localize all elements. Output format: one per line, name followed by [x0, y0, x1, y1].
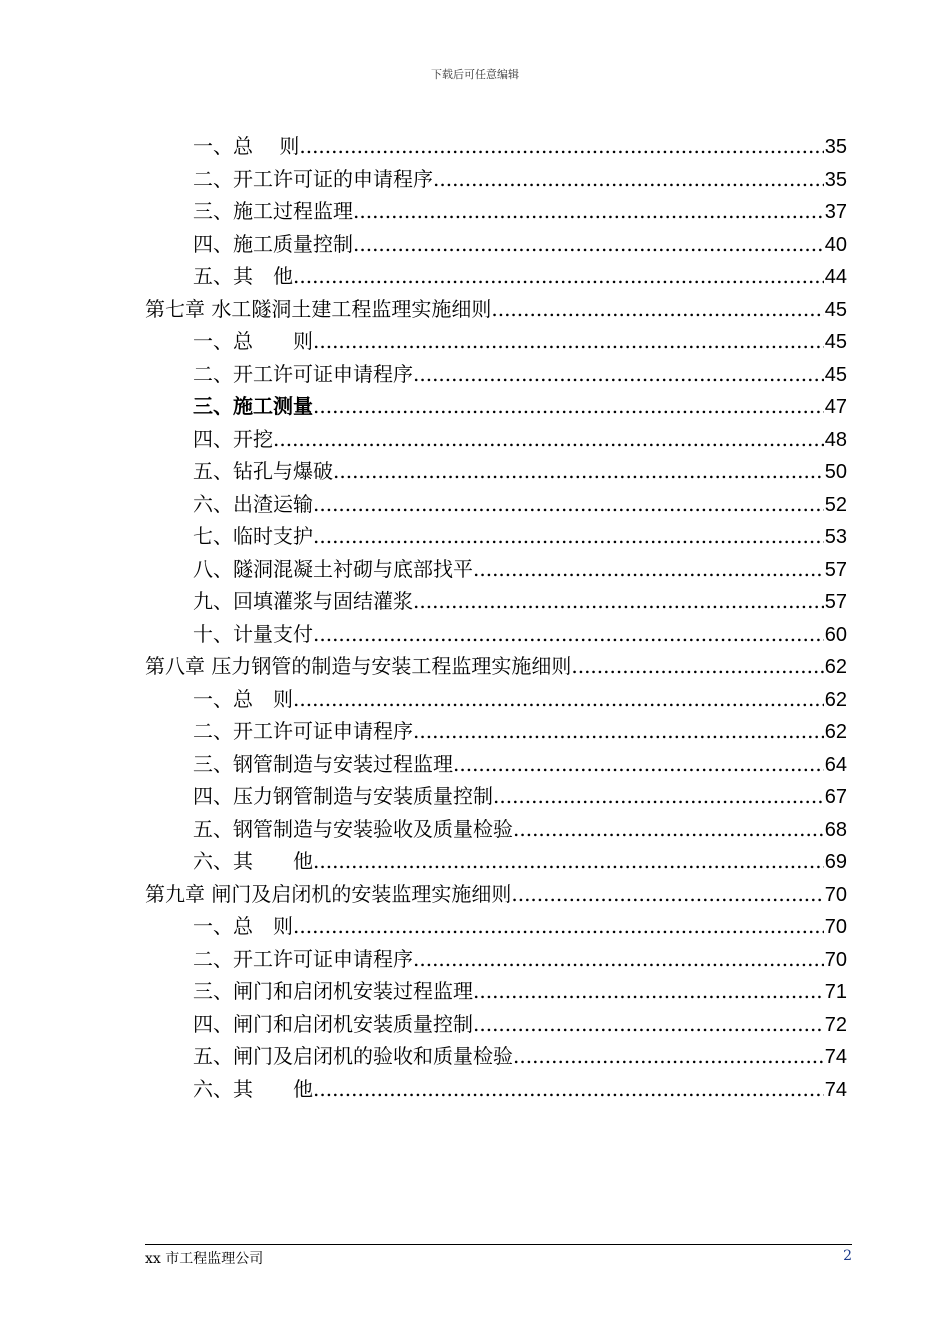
toc-dot-leader: [313, 325, 824, 358]
toc-entry-title: 七、临时支护: [193, 524, 313, 548]
toc-entry-page: 70: [824, 948, 847, 971]
toc-entry-title: 十、计量支付: [193, 621, 313, 646]
toc-entry-title: 五、钻孔与爆破: [193, 459, 333, 483]
toc-section-entry[interactable]: [145, 260, 847, 293]
toc-dot-leader: [299, 130, 823, 163]
toc-dot-leader: [313, 520, 824, 553]
toc-dot-leader: [473, 1008, 824, 1041]
toc-entry-title: 第九章 闸门及启闭机的安装监理实施细则: [145, 881, 512, 906]
toc-entry-title: 二、开工许可证申请程序: [193, 361, 413, 386]
toc-entry-title: 一、总 则: [193, 134, 300, 158]
toc-dot-leader: [473, 975, 824, 1008]
toc-dot-leader: [293, 683, 824, 716]
toc-section-entry[interactable]: [145, 553, 847, 586]
toc-entry-page: 53: [824, 526, 847, 548]
toc-entry-page: 68: [824, 818, 847, 841]
toc-dot-leader: [293, 260, 824, 293]
toc-section-entry[interactable]: [145, 715, 847, 748]
toc-entry-page: 62: [824, 721, 847, 743]
toc-entry-page: 47: [824, 396, 847, 418]
toc-entry-title: 五、钢管制造与安装验收及质量检验: [193, 816, 513, 841]
toc-entry-page: 67: [824, 786, 847, 808]
toc-entry-title: 四、闸门和启闭机安装质量控制: [193, 1011, 473, 1036]
toc-dot-leader: [513, 1040, 824, 1073]
toc-entry-title: 六、出渣运输: [193, 491, 313, 516]
toc-entry-title: 九、回填灌浆与固结灌浆: [193, 589, 413, 613]
toc-dot-leader: [511, 878, 823, 911]
toc-dot-leader: [493, 780, 824, 813]
toc-section-entry[interactable]: [145, 195, 847, 228]
toc-entry-page: 37: [824, 201, 847, 223]
toc-dot-leader: [313, 845, 824, 878]
toc-entry-page: 35: [824, 136, 847, 158]
toc-entry-title: 五、闸门及启闭机的验收和质量检验: [193, 1044, 513, 1068]
toc-entry-page: 74: [824, 1078, 847, 1101]
toc-section-entry[interactable]: [145, 423, 847, 456]
toc-entry-page: 57: [824, 558, 847, 581]
toc-entry-page: 72: [824, 1013, 847, 1036]
toc-dot-leader: [273, 423, 824, 456]
toc-entry-title: 六、其 他: [193, 1076, 313, 1101]
toc-section-entry[interactable]: [145, 910, 847, 943]
toc-dot-leader: [413, 943, 824, 976]
toc-entry-page: 45: [824, 363, 847, 386]
toc-dot-leader: [353, 195, 824, 228]
toc-dot-leader: [313, 488, 824, 521]
toc-section-entry[interactable]: [145, 618, 847, 651]
toc-dot-leader: [333, 455, 824, 488]
toc-entry-page: 70: [824, 916, 847, 938]
toc-dot-leader: [413, 358, 824, 391]
toc-section-entry[interactable]: [145, 163, 847, 196]
toc-section-entry[interactable]: [145, 845, 847, 878]
toc-entry-title: 一、总 则: [193, 914, 293, 938]
toc-entry-title: 二、开工许可证申请程序: [193, 719, 413, 743]
toc-section-entry[interactable]: [145, 1040, 847, 1073]
toc-dot-leader: [433, 163, 824, 196]
toc-entry-title: 六、其 他: [193, 849, 313, 873]
toc-section-entry[interactable]: [145, 228, 847, 261]
toc-dot-leader: [313, 1073, 824, 1106]
toc-entry-page: 70: [824, 883, 847, 906]
toc-entry-title: 二、开工许可证申请程序: [193, 946, 413, 971]
toc-chapter-entry[interactable]: [145, 650, 847, 683]
toc-entry-title: 二、开工许可证的申请程序: [193, 166, 433, 191]
toc-section-entry[interactable]: [145, 813, 847, 846]
toc-entry-title: 第七章 水工隧洞土建工程监理实施细则: [145, 296, 492, 321]
footer-page-number: 2: [843, 1248, 852, 1264]
footer-company: xx 市工程监理公司: [145, 1251, 264, 1267]
toc-entry-page: 45: [824, 298, 847, 321]
toc-entry-page: 50: [824, 461, 847, 483]
toc-entry-page: 35: [824, 168, 847, 191]
toc-section-entry[interactable]: [145, 1008, 847, 1041]
toc-dot-leader: [313, 390, 824, 423]
toc-entry-page: 60: [824, 623, 847, 646]
toc-dot-leader: [293, 910, 824, 943]
toc-section-entry[interactable]: [145, 520, 847, 553]
toc-chapter-entry[interactable]: [145, 878, 847, 911]
toc-entry-page: 64: [824, 753, 847, 776]
toc-entry-page: 62: [824, 656, 847, 678]
toc-dot-leader: [413, 585, 824, 618]
toc-entry-page: 74: [824, 1046, 847, 1068]
toc-entry-title: 三、施工测量: [193, 394, 313, 418]
toc-entry-title: 一、总 则: [193, 686, 293, 711]
toc-dot-leader: [453, 748, 824, 781]
toc-entry-page: 44: [824, 266, 847, 288]
toc-dot-leader: [313, 618, 824, 651]
toc-section-entry[interactable]: [145, 943, 847, 976]
toc-section-entry[interactable]: [145, 358, 847, 391]
table-of-contents: [145, 130, 847, 1105]
toc-dot-leader: [513, 813, 824, 846]
toc-section-entry[interactable]: [145, 130, 847, 163]
header-note: 下载后可任意编辑: [431, 68, 519, 81]
toc-section-entry[interactable]: [145, 780, 847, 813]
footer-divider: [145, 1244, 852, 1245]
toc-section-entry[interactable]: [145, 390, 847, 423]
toc-dot-leader: [473, 553, 824, 586]
toc-entry-title: 四、开挖: [193, 426, 273, 451]
toc-section-entry[interactable]: [145, 455, 847, 488]
toc-entry-page: 71: [824, 981, 847, 1003]
toc-dot-leader: [571, 650, 823, 683]
toc-entry-page: 62: [824, 688, 847, 711]
toc-entry-title: 一、总 则: [193, 329, 313, 353]
toc-section-entry[interactable]: [145, 325, 847, 358]
toc-entry-page: 52: [824, 493, 847, 516]
toc-entry-title: 八、隧洞混凝土衬砌与底部找平: [193, 556, 473, 581]
toc-entry-page: 69: [824, 851, 847, 873]
toc-chapter-entry[interactable]: [145, 293, 847, 326]
toc-section-entry[interactable]: [145, 683, 847, 716]
toc-section-entry[interactable]: [145, 1073, 847, 1106]
toc-entry-title: 五、其 他: [193, 264, 293, 288]
toc-section-entry[interactable]: [145, 748, 847, 781]
toc-entry-title: 三、钢管制造与安装过程监理: [193, 751, 453, 776]
toc-dot-leader: [413, 715, 824, 748]
toc-section-entry[interactable]: [145, 585, 847, 618]
toc-entry-title: 四、施工质量控制: [193, 231, 353, 256]
toc-dot-leader: [353, 228, 824, 261]
toc-entry-title: 四、压力钢管制造与安装质量控制: [193, 784, 493, 808]
toc-section-entry[interactable]: [145, 488, 847, 521]
toc-entry-page: 40: [824, 233, 847, 256]
toc-entry-title: 三、施工过程监理: [193, 199, 353, 223]
toc-dot-leader: [491, 293, 823, 326]
toc-entry-page: 45: [824, 331, 847, 353]
toc-entry-title: 第八章 压力钢管的制造与安装工程监理实施细则: [145, 654, 572, 678]
toc-entry-title: 三、闸门和启闭机安装过程监理: [193, 979, 473, 1003]
toc-section-entry[interactable]: [145, 975, 847, 1008]
toc-entry-page: 57: [824, 591, 847, 613]
toc-entry-page: 48: [824, 428, 847, 451]
